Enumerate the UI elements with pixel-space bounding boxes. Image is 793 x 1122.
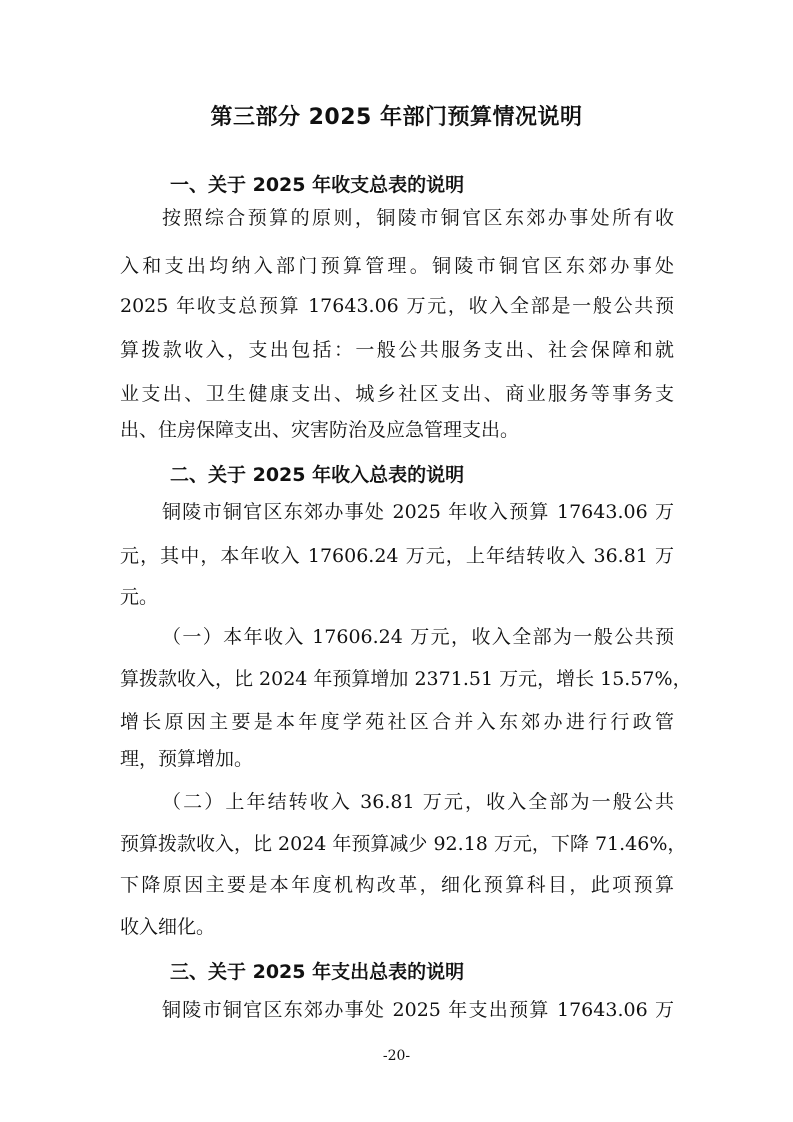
paragraph-line: 铜陵市铜官区东郊办事处 2025 年收入预算 17643.06 万 [162, 501, 674, 523]
paragraph-line: （一）本年收入 17606.24 万元，收入全部为一般公共预 [162, 626, 674, 648]
page-title: 第三部分 2025 年部门预算情况说明 [210, 105, 583, 130]
paragraph-line: 铜陵市铜官区东郊办事处 2025 年支出预算 17643.06 万 [162, 999, 674, 1021]
page-number: -20- [382, 1048, 411, 1064]
paragraph-line: 入和支出均纳入部门预算管理。铜陵市铜官区东郊办事处 [120, 255, 674, 277]
paragraph-line: 算拨款收入，比 2024 年预算增加 2371.51 万元，增长 15.57%， [120, 668, 692, 690]
paragraph-line: 算拨款收入，支出包括：一般公共服务支出、社会保障和就 [120, 339, 674, 361]
paragraph-line: 出、住房保障支出、灾害防治及应急管理支出。 [120, 419, 520, 441]
paragraph-line: 收入细化。 [120, 916, 216, 938]
paragraph-line: 按照综合预算的原则，铜陵市铜官区东郊办事处所有收 [162, 207, 674, 229]
paragraph-line: 业支出、卫生健康支出、城乡社区支出、商业服务等事务支 [120, 383, 674, 405]
paragraph-line: 理，预算增加。 [120, 748, 254, 770]
paragraph-line: 增长原因主要是本年度学苑社区合并入东郊办进行行政管 [120, 711, 674, 733]
paragraph-line: 元。 [120, 586, 159, 608]
section-heading-2: 二、关于 2025 年收入总表的说明 [170, 464, 465, 486]
paragraph-line: 预算拨款收入，比 2024 年预算减少 92.18 万元，下降 71.46%， [120, 833, 687, 855]
paragraph-line: 下降原因主要是本年度机构改革，细化预算科目，此项预算 [120, 874, 674, 896]
paragraph-line: 2025 年收支总预算 17643.06 万元，收入全部是一般公共预 [120, 295, 674, 317]
section-heading-1: 一、关于 2025 年收支总表的说明 [170, 174, 465, 196]
paragraph-line: （二）上年结转收入 36.81 万元，收入全部为一般公共 [162, 791, 674, 813]
section-heading-3: 三、关于 2025 年支出总表的说明 [170, 961, 465, 983]
paragraph-line: 元，其中，本年收入 17606.24 万元，上年结转收入 36.81 万 [120, 545, 674, 567]
